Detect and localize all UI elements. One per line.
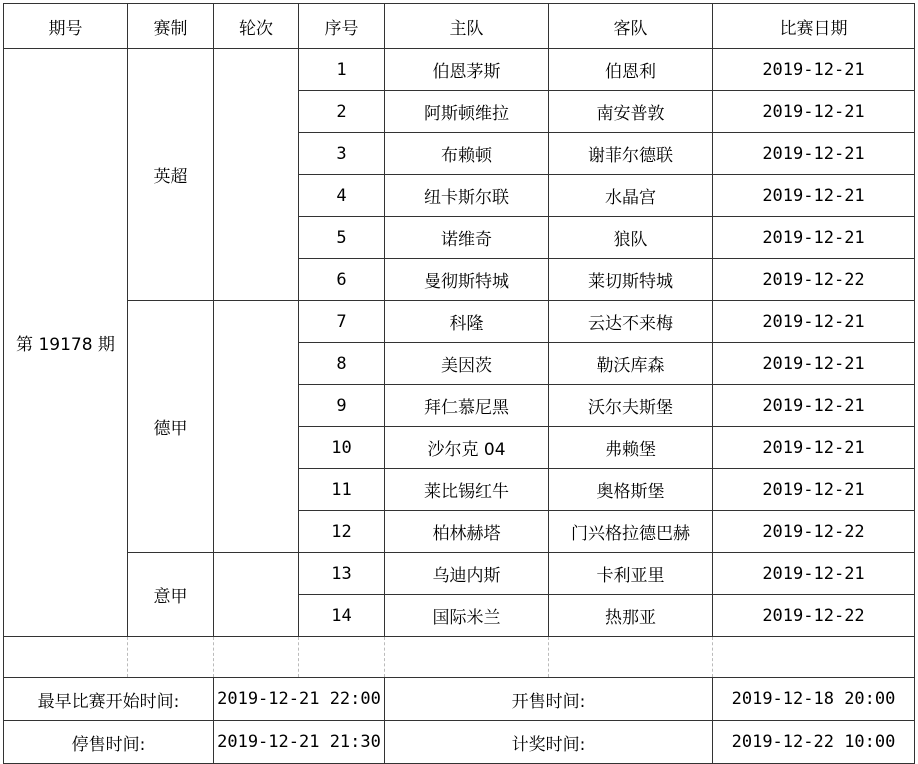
- match-date: 2019-12-21: [713, 301, 915, 343]
- header-no: 序号: [299, 4, 385, 49]
- match-no: 7: [299, 301, 385, 343]
- footer-row-start: [4, 678, 915, 721]
- blank-cell: [4, 637, 128, 678]
- match-date: 2019-12-21: [713, 553, 915, 595]
- home-team: 莱比锡红牛: [385, 469, 549, 511]
- match-date: 2019-12-22: [713, 511, 915, 553]
- home-team: 美因茨: [385, 343, 549, 385]
- match-date: 2019-12-21: [713, 427, 915, 469]
- away-team: 弗赖堡: [549, 427, 713, 469]
- table-row: [4, 553, 915, 595]
- match-date: 2019-12-21: [713, 133, 915, 175]
- round-cell: [214, 553, 299, 637]
- away-team: 卡利亚里: [549, 553, 713, 595]
- match-no: 4: [299, 175, 385, 217]
- home-team: 曼彻斯特城: [385, 259, 549, 301]
- home-team: 国际米兰: [385, 595, 549, 637]
- match-no: 13: [299, 553, 385, 595]
- match-date: 2019-12-21: [713, 217, 915, 259]
- header-issue: 期号: [4, 4, 128, 49]
- away-team: 水晶宫: [549, 175, 713, 217]
- match-date: 2019-12-22: [713, 595, 915, 637]
- footer-label: 停售时间:: [4, 721, 214, 764]
- match-no: 3: [299, 133, 385, 175]
- header-home: 主队: [385, 4, 549, 49]
- away-team: 狼队: [549, 217, 713, 259]
- footer-value: 2019-12-22 10:00: [713, 721, 915, 764]
- match-no: 1: [299, 49, 385, 91]
- header-round: 轮次: [214, 4, 299, 49]
- away-team: 热那亚: [549, 595, 713, 637]
- away-team: 勒沃库森: [549, 343, 713, 385]
- match-schedule-table: [3, 3, 915, 764]
- home-team: 纽卡斯尔联: [385, 175, 549, 217]
- match-date: 2019-12-21: [713, 469, 915, 511]
- footer-label: 最早比赛开始时间:: [4, 678, 214, 721]
- away-team: 莱切斯特城: [549, 259, 713, 301]
- away-team: 谢菲尔德联: [549, 133, 713, 175]
- away-team: 伯恩利: [549, 49, 713, 91]
- away-team: 南安普敦: [549, 91, 713, 133]
- match-date: 2019-12-21: [713, 385, 915, 427]
- home-team: 阿斯顿维拉: [385, 91, 549, 133]
- match-no: 5: [299, 217, 385, 259]
- header-league: 赛制: [128, 4, 214, 49]
- blank-cell: [549, 637, 713, 678]
- away-team: 门兴格拉德巴赫: [549, 511, 713, 553]
- header-date: 比赛日期: [713, 4, 915, 49]
- match-no: 8: [299, 343, 385, 385]
- home-team: 伯恩茅斯: [385, 49, 549, 91]
- blank-cell: [214, 637, 299, 678]
- match-no: 2: [299, 91, 385, 133]
- footer-value: 2019-12-18 20:00: [713, 678, 915, 721]
- blank-cell: [713, 637, 915, 678]
- home-team: 科隆: [385, 301, 549, 343]
- match-date: 2019-12-21: [713, 343, 915, 385]
- match-no: 10: [299, 427, 385, 469]
- match-no: 12: [299, 511, 385, 553]
- home-team: 拜仁慕尼黑: [385, 385, 549, 427]
- away-team: 沃尔夫斯堡: [549, 385, 713, 427]
- blank-cell: [385, 637, 549, 678]
- home-team: 柏林赫塔: [385, 511, 549, 553]
- home-team: 诺维奇: [385, 217, 549, 259]
- league-cell: 意甲: [128, 553, 214, 637]
- table-row: [4, 301, 915, 343]
- blank-cell: [299, 637, 385, 678]
- round-cell: [214, 49, 299, 301]
- footer-row-stop: [4, 721, 915, 764]
- match-date: 2019-12-21: [713, 175, 915, 217]
- header-row: [4, 4, 915, 49]
- footer-label: 开售时间:: [385, 678, 713, 721]
- match-date: 2019-12-21: [713, 49, 915, 91]
- home-team: 乌迪内斯: [385, 553, 549, 595]
- blank-cell: [128, 637, 214, 678]
- table-row: [4, 49, 915, 91]
- match-no: 9: [299, 385, 385, 427]
- league-cell: 英超: [128, 49, 214, 301]
- round-cell: [214, 301, 299, 553]
- issue-cell: 第 19178 期: [4, 49, 128, 637]
- match-no: 14: [299, 595, 385, 637]
- home-team: 布赖顿: [385, 133, 549, 175]
- match-no: 11: [299, 469, 385, 511]
- league-cell: 德甲: [128, 301, 214, 553]
- footer-value: 2019-12-21 22:00: [214, 678, 385, 721]
- away-team: 云达不来梅: [549, 301, 713, 343]
- footer-value: 2019-12-21 21:30: [214, 721, 385, 764]
- header-away: 客队: [549, 4, 713, 49]
- footer-label: 计奖时间:: [385, 721, 713, 764]
- match-date: 2019-12-22: [713, 259, 915, 301]
- home-team: 沙尔克 04: [385, 427, 549, 469]
- blank-row: [4, 637, 915, 678]
- match-date: 2019-12-21: [713, 91, 915, 133]
- away-team: 奥格斯堡: [549, 469, 713, 511]
- match-no: 6: [299, 259, 385, 301]
